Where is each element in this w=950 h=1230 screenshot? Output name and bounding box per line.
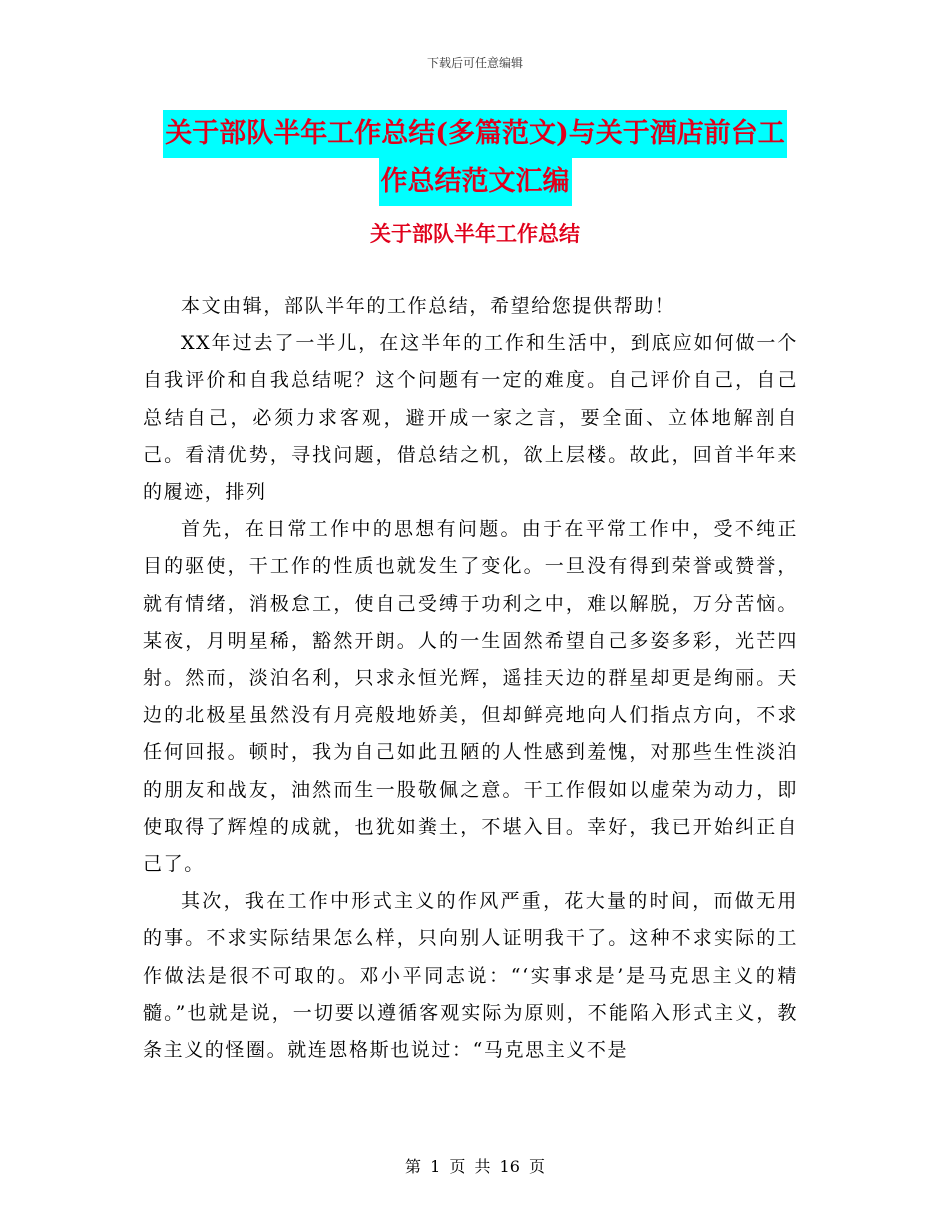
document-title: [140, 110, 810, 206]
document-body: [143, 288, 798, 1069]
document-title-line-1: 关于部队半年工作总结(多篇范文)与关于酒店前台工: [163, 110, 787, 158]
document-title-line-2: 作总结范文汇编: [379, 158, 572, 206]
paragraph-self-review: XX年过去了一半儿，在这半年的工作和生活中，到底应如何做一个自我评价和自我总结呢？这个问题有一定的难度。自己评价自己，自己总结自己，必须力求客观，避开成一家之言，要全面、立体地解剖自己。看清优势，寻找问题，借总结之机，欲上层楼。故此，回首半年来的履迹，排列: [143, 332, 798, 504]
section-title: 关于部队半年工作总结: [370, 221, 580, 246]
paragraph-intro: 本文由辑，部队半年的工作总结，希望给您提供帮助！: [181, 295, 676, 317]
page-footer: 第 1 页 共 16 页: [405, 1157, 545, 1176]
header-note: 下载后可任意编辑: [426, 56, 523, 70]
paragraph-second-point: 其次，我在工作中形式主义的作风严重，花大量的时间，而做无用的事。不求实际结果怎么样，只向别人证明我干了。这种不求实际的工作做法是很不可取的。邓小平同志说：“‘实事求是’是马克思主义的精髓。”也就是说，一切要以遵循客观实际为原则，不能陷入形式主义，教条主义的怪圈。就连恩格斯也说过：“马克思主义不是: [143, 890, 798, 1062]
paragraph-first-point: 首先，在日常工作中的思想有问题。由于在平常工作中，受不纯正目的驱使，干工作的性质也就发生了变化。一旦没有得到荣誉或赞誉，就有情绪，消极怠工，使自己受缚于功利之中，难以解脱，万分苦恼。某夜，月明星稀，豁然开朗。人的一生固然希望自己多姿多彩，光芒四射。然而，淡泊名利，只求永恒光辉，遥挂天边的群星却更是绚丽。天边的北极星虽然没有月亮般地娇美，但却鲜亮地向人们指点方向，不求任何回报。顿时，我为自己如此丑陋的人性感到羞愧，对那些生性淡泊的朋友和战友，油然而生一股敬佩之意。干工作假如以虚荣为动力，即使取得了辉煌的成就，也犹如粪土，不堪入目。幸好，我已开始纠正自己了。: [143, 518, 798, 876]
